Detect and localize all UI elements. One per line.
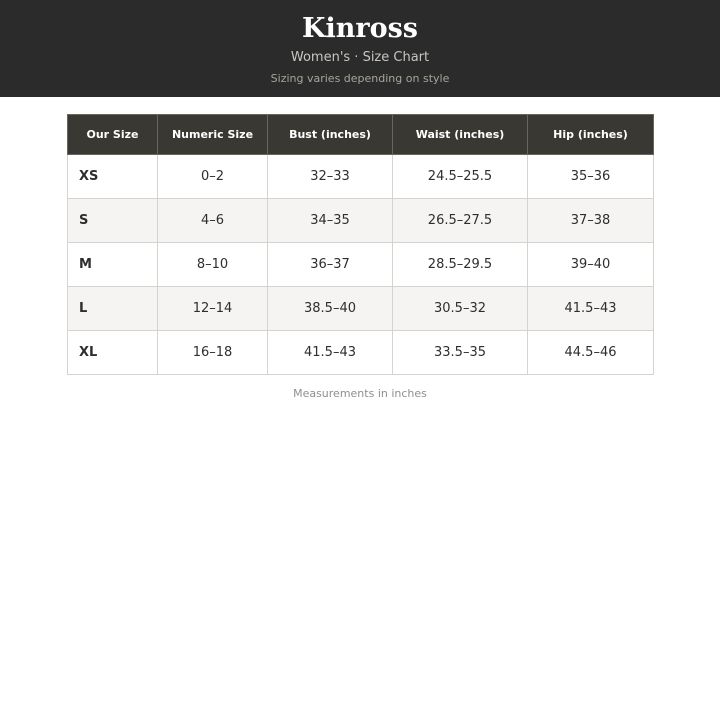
hip-cell: 39–40 bbox=[528, 243, 654, 287]
numeric-size-cell: 8–10 bbox=[158, 243, 268, 287]
page-header bbox=[0, 0, 720, 97]
hip-cell: 41.5–43 bbox=[528, 287, 654, 331]
table-header-row bbox=[68, 115, 654, 155]
numeric-size-cell: 12–14 bbox=[158, 287, 268, 331]
numeric-size-cell: 4–6 bbox=[158, 199, 268, 243]
column-header-numeric-size: Numeric Size bbox=[158, 115, 268, 155]
column-header-waist: Waist (inches) bbox=[393, 115, 528, 155]
sizing-note: Sizing varies depending on style bbox=[270, 72, 450, 85]
waist-cell: 30.5–32 bbox=[393, 287, 528, 331]
waist-cell: 33.5–35 bbox=[393, 331, 528, 375]
column-header-our-size: Our Size bbox=[68, 115, 158, 155]
numeric-size-cell: 16–18 bbox=[158, 331, 268, 375]
hip-cell: 37–38 bbox=[528, 199, 654, 243]
measurements-footnote: Measurements in inches bbox=[293, 387, 427, 400]
brand-title: Kinross bbox=[302, 13, 418, 44]
bust-cell: 32–33 bbox=[268, 155, 393, 199]
waist-cell: 24.5–25.5 bbox=[393, 155, 528, 199]
waist-cell: 28.5–29.5 bbox=[393, 243, 528, 287]
page-subtitle: Women's · Size Chart bbox=[290, 50, 430, 65]
table-row bbox=[68, 243, 654, 287]
size-label: M bbox=[68, 243, 158, 287]
bust-cell: 38.5–40 bbox=[268, 287, 393, 331]
size-label: S bbox=[68, 199, 158, 243]
table-row bbox=[68, 331, 654, 375]
bust-cell: 34–35 bbox=[268, 199, 393, 243]
size-label: XS bbox=[68, 155, 158, 199]
bust-cell: 41.5–43 bbox=[268, 331, 393, 375]
waist-cell: 26.5–27.5 bbox=[393, 199, 528, 243]
size-label: L bbox=[68, 287, 158, 331]
size-label: XL bbox=[68, 331, 158, 375]
numeric-size-cell: 0–2 bbox=[158, 155, 268, 199]
size-chart-container bbox=[67, 114, 653, 375]
column-header-bust: Bust (inches) bbox=[268, 115, 393, 155]
hip-cell: 35–36 bbox=[528, 155, 654, 199]
table-row bbox=[68, 287, 654, 331]
table-row bbox=[68, 199, 654, 243]
bust-cell: 36–37 bbox=[268, 243, 393, 287]
table-row bbox=[68, 155, 654, 199]
size-chart-table bbox=[67, 114, 654, 375]
hip-cell: 44.5–46 bbox=[528, 331, 654, 375]
column-header-hip: Hip (inches) bbox=[528, 115, 654, 155]
